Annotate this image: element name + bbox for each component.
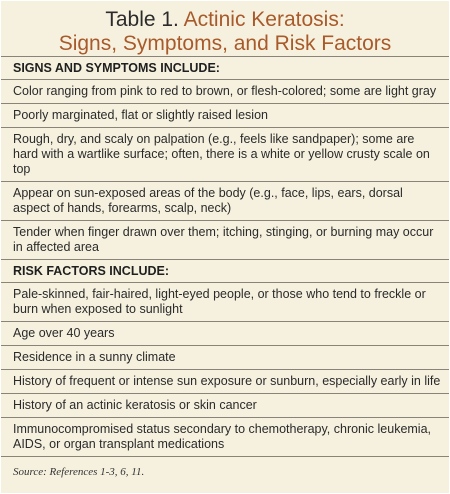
table-row: History of an actinic keratosis or skin cancer xyxy=(1,393,449,417)
table-title xyxy=(1,1,449,56)
table-row: Pale-skinned, fair-haired, light-eyed people, or those who tend to freckle or burn when exposed to sunlight xyxy=(1,282,449,321)
section-heading-risk: RISK FACTORS INCLUDE: xyxy=(1,259,449,282)
table-row: Poorly marginated, flat or slightly raised lesion xyxy=(1,103,449,127)
table-row: Rough, dry, and scaly on palpation (e.g., feels like sandpaper); some are hard with a wartlike surface; often, there is a white or yellow crusty scale on top xyxy=(1,127,449,181)
table-row: Color ranging from pink to red to brown, or flesh-colored; some are light gray xyxy=(1,79,449,103)
table-body xyxy=(1,56,449,457)
table-row: Appear on sun-exposed areas of the body (e.g., face, lips, ears, dorsal aspect of hands, forearms, scalp, neck) xyxy=(1,181,449,220)
title-accent-line1: Actinic Keratosis: xyxy=(183,8,345,31)
table-row: Immunocompromised status secondary to chemotherapy, chronic leukemia, AIDS, or organ transplant medications xyxy=(1,417,449,456)
table-row: Residence in a sunny climate xyxy=(1,345,449,369)
table-row: History of frequent or intense sun exposure or sunburn, especially early in life xyxy=(1,369,449,393)
table-card xyxy=(1,1,449,493)
table-number: Table 1. xyxy=(105,8,179,31)
table-row: Tender when finger drawn over them; itching, stinging, or burning may occur in affected area xyxy=(1,220,449,259)
table-row: Age over 40 years xyxy=(1,321,449,345)
section-heading-signs: SIGNS AND SYMPTOMS INCLUDE: xyxy=(1,56,449,79)
title-accent-line2: Signs, Symptoms, and Risk Factors xyxy=(58,32,392,55)
source-note: Source: References 1-3, 6, 11. xyxy=(13,466,145,478)
